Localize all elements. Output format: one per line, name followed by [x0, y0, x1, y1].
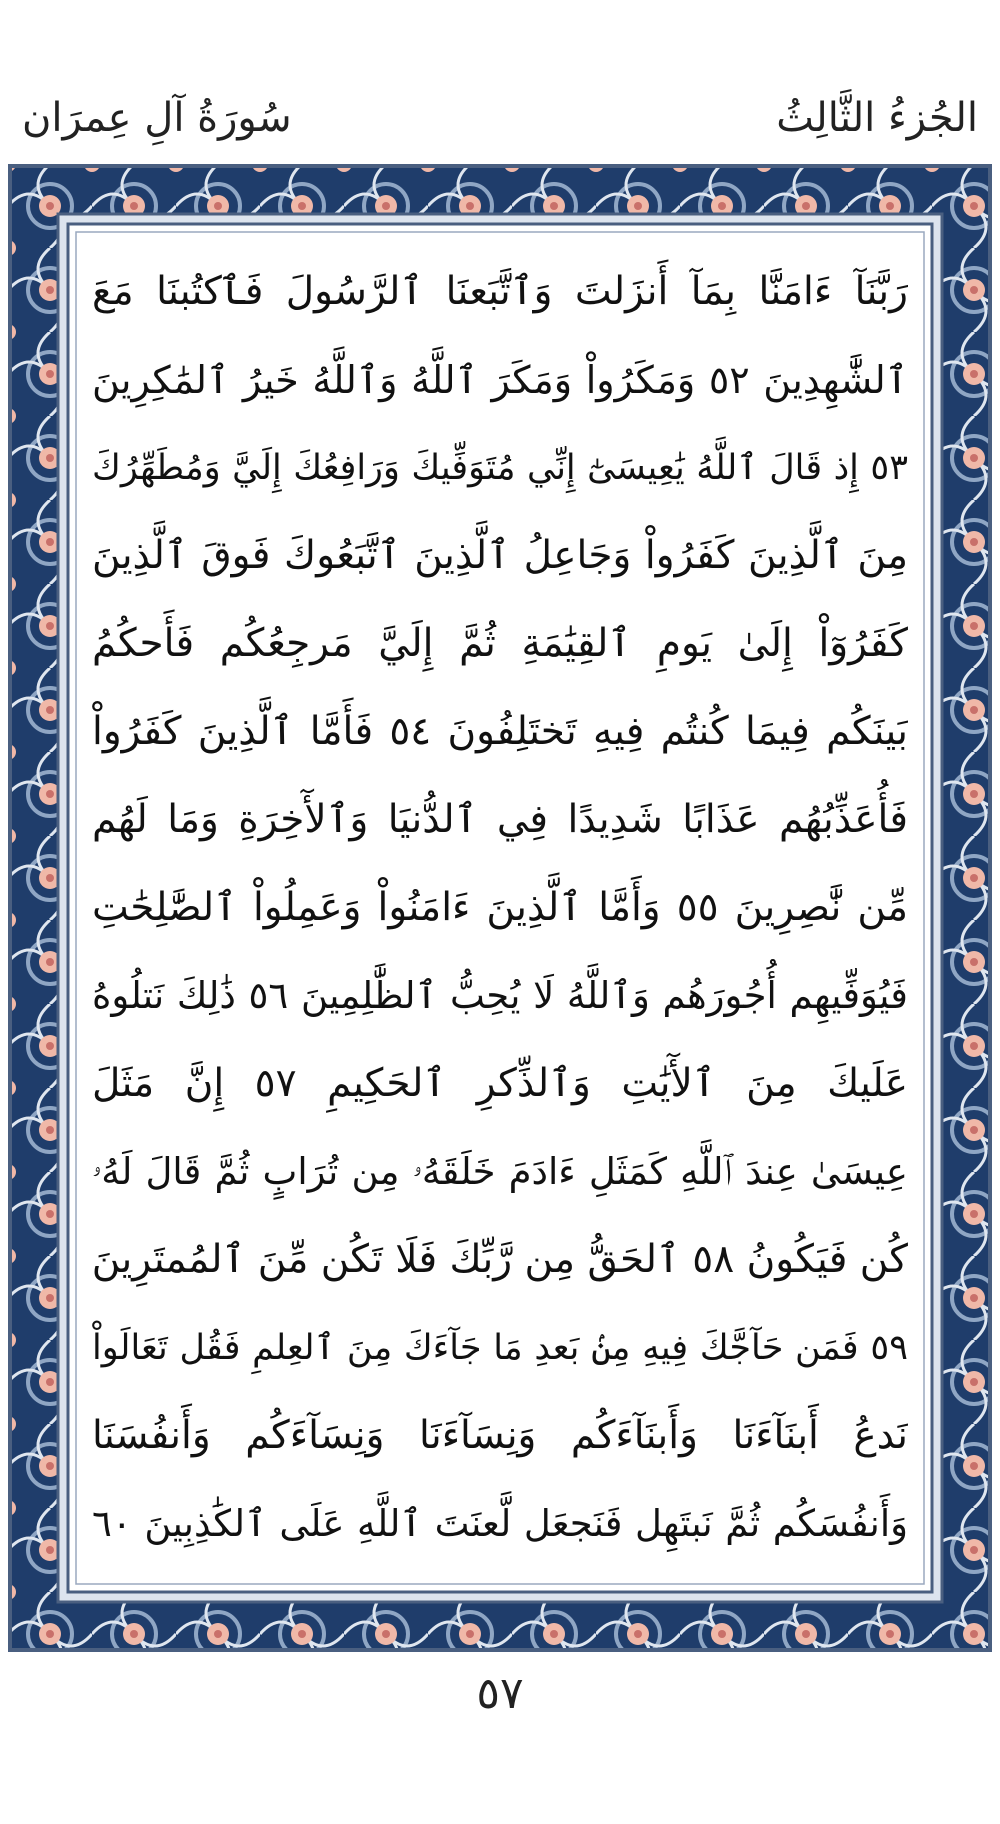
- text-line: [92, 248, 908, 336]
- line-text: بَينَكُم فِيمَا كُنتُم فِيهِ تَختَلِفُونَ ٥٤ فَأَمَّا ٱلَّذِينَ كَفَرُواْ: [92, 709, 908, 754]
- text-line: [92, 952, 908, 1040]
- line-text: فَيُوَفِّيهِم أُجُورَهُم وَٱللَّهُ لَا يُحِبُّ ٱلظَّٰلِمِينَ ٥٦ ذَٰلِكَ نَتلُوهُ: [92, 974, 908, 1017]
- text-line: [92, 600, 908, 688]
- text-line: [92, 1040, 908, 1128]
- line-text: نَدعُ أَبنَآءَنَا وَأَبنَآءَكُم وَنِسَآءَنَا وَنِسَآءَكُم وَأَنفُسَنَا: [92, 1413, 908, 1458]
- line-text: عَلَيكَ مِنَ ٱلأٓيَٰتِ وَٱلذِّكرِ ٱلحَكِيمِ ٥٧ إِنَّ مَثَلَ: [92, 1061, 908, 1106]
- text-line: [92, 424, 908, 512]
- line-text: مِنَ ٱلَّذِينَ كَفَرُواْ وَجَاعِلُ ٱلَّذِينَ ٱتَّبَعُوكَ فَوقَ ٱلَّذِينَ: [92, 533, 908, 578]
- line-text: ٱلشَّٰهِدِينَ ٥٢ وَمَكَرُواْ وَمَكَرَ ٱللَّهُ وَٱللَّهُ خَيرُ ٱلمَٰكِرِينَ: [92, 358, 908, 402]
- text-line: [92, 688, 908, 776]
- text-line: [92, 1304, 908, 1392]
- line-text: رَبَّنَآ ءَامَنَّا بِمَآ أَنزَلتَ وَٱتَّبَعنَا ٱلرَّسُولَ فَٱكتُبنَا مَعَ: [92, 269, 908, 314]
- text-block: [92, 248, 908, 1568]
- line-text: ٥٩ فَمَن حَآجَّكَ فِيهِ مِنۢ بَعدِ مَا جَآءَكَ مِنَ ٱلعِلمِ فَقُل تَعَالَواْ: [92, 1328, 908, 1368]
- line-text: فَأُعَذِّبُهُم عَذَابًا شَدِيدًا فِي ٱلدُّنيَا وَٱلأٓخِرَةِ وَمَا لَهُم: [92, 797, 908, 842]
- text-line: [92, 512, 908, 600]
- surah-title: سُورَةُ آلِ عِمرَان: [22, 95, 292, 141]
- text-line: [92, 1392, 908, 1480]
- line-text: كُن فَيَكُونُ ٥٨ ٱلحَقُّ مِن رَّبِّكَ فَلَا تَكُن مِّنَ ٱلمُمتَرِينَ: [92, 1237, 908, 1282]
- text-line: [92, 1480, 908, 1568]
- text-line: [92, 336, 908, 424]
- line-text: وَأَنفُسَكُم ثُمَّ نَبتَهِل فَنَجعَل لَّعنَتَ ٱللَّهِ عَلَى ٱلكَٰذِبِينَ ٦٠: [92, 1502, 908, 1545]
- juz-title: الجُزءُ الثَّالِثُ: [776, 95, 978, 141]
- line-text: كَفَرُوٓاْ إِلَىٰ يَومِ ٱلقِيَٰمَةِ ثُمَّ إِلَيَّ مَرجِعُكُم فَأَحكُمُ: [92, 621, 908, 666]
- text-line: [92, 1128, 908, 1216]
- page-number: ٥٧: [476, 1668, 524, 1719]
- text-line: [92, 864, 908, 952]
- line-text: عِيسَىٰ عِندَ ٱللَّهِ كَمَثَلِ ءَادَمَ خَلَقَهُۥ مِن تُرَابٍ ثُمَّ قَالَ لَهُۥ: [92, 1150, 908, 1193]
- text-line: [92, 776, 908, 864]
- text-line: [92, 1216, 908, 1304]
- running-header: [0, 88, 1000, 158]
- line-text: ٥٣ إِذ قَالَ ٱللَّهُ يَٰعِيسَىٰٓ إِنِّي مُتَوَفِّيكَ وَرَافِعُكَ إِلَيَّ وَمُطَهِّرُكَ: [92, 448, 908, 488]
- line-text: مِّن نَّٰصِرِينَ ٥٥ وَأَمَّا ٱلَّذِينَ ءَامَنُواْ وَعَمِلُواْ ٱلصَّٰلِحَٰتِ: [92, 885, 908, 930]
